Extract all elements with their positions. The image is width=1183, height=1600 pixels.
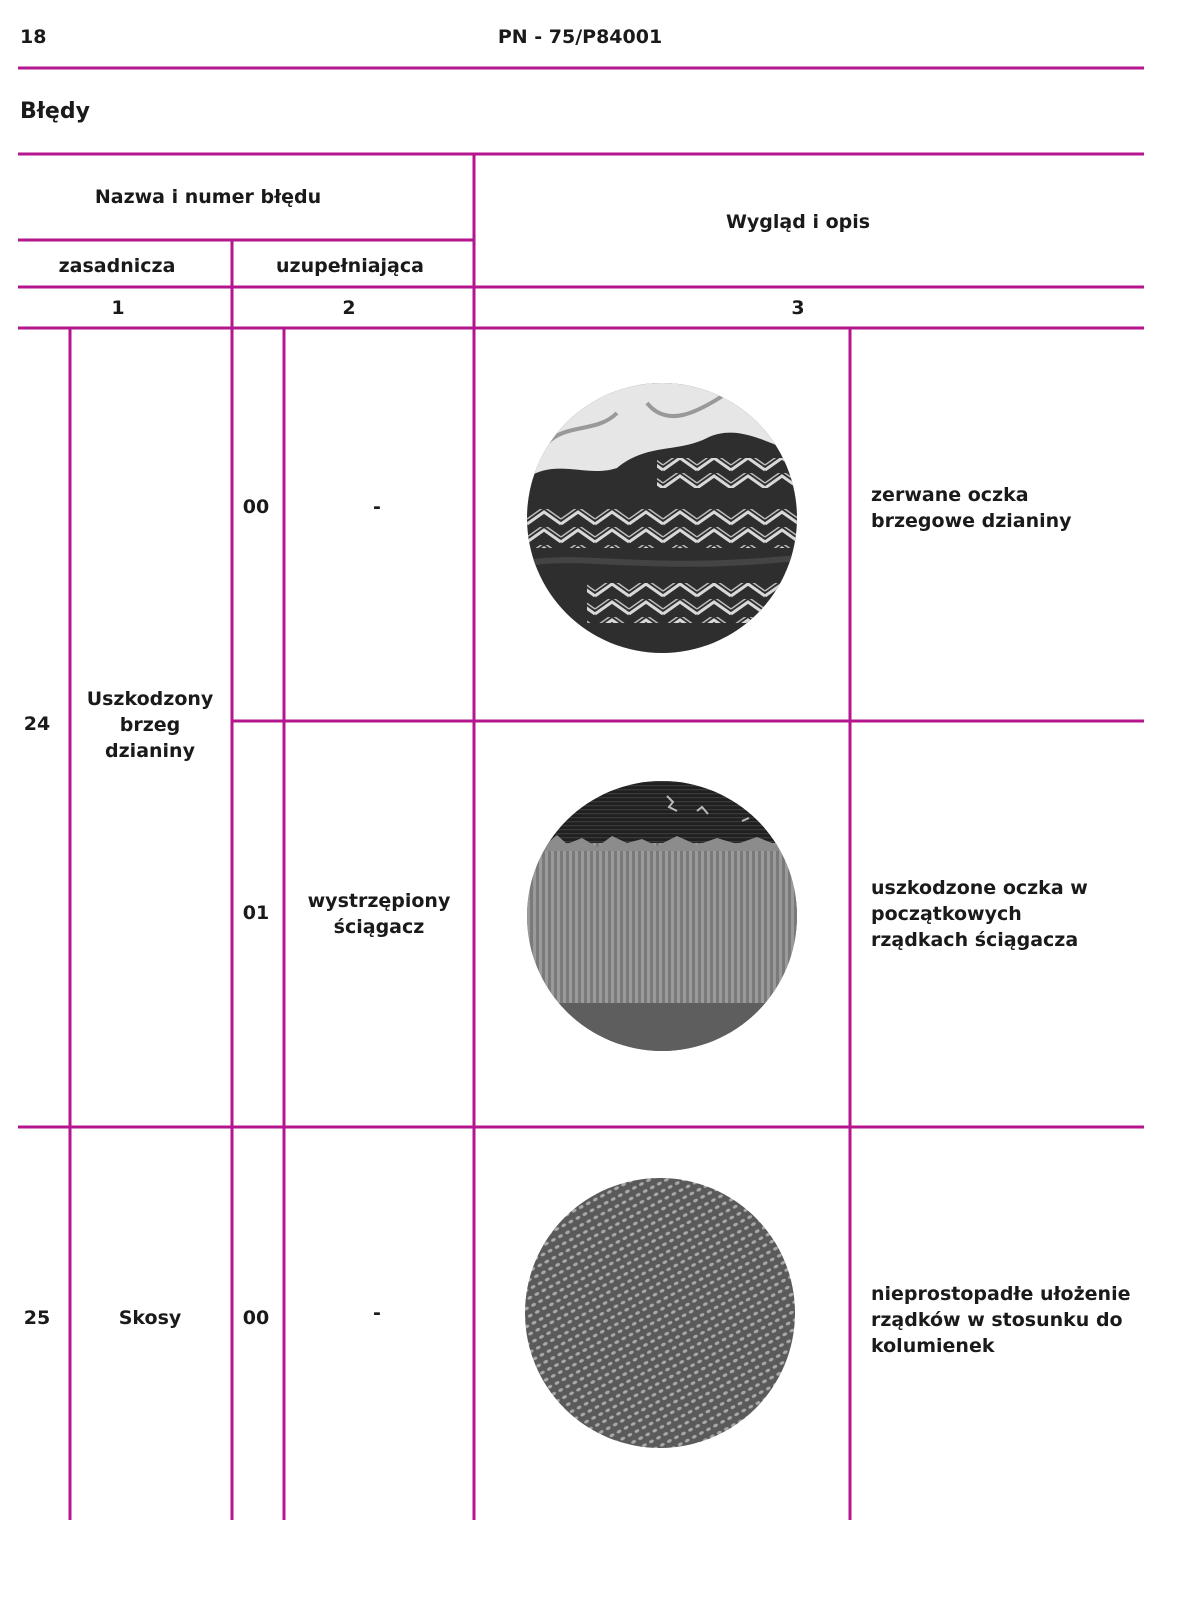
header-col1: 1 <box>111 297 125 319</box>
knit-zigzag-photo <box>527 383 797 653</box>
section-title: Błędy <box>20 99 90 124</box>
row24-name: Uszkodzony brzeg dzianiny <box>86 688 214 762</box>
row24-sub01-name: wystrzępiony ściągacz <box>307 890 451 938</box>
row24-sub01-description: uszkodzone oczka w początkowych rządkach ściągacza <box>871 877 1088 951</box>
row24-number: 24 <box>23 713 51 735</box>
header-appearance: Wygląd i opis <box>725 211 871 233</box>
row25-sub00-description: nieprostopadłe ułożenie rządków w stosunku do kolumienek <box>871 1283 1131 1357</box>
knit-rib-photo <box>527 781 797 1051</box>
row24-sub00-name: - <box>373 496 381 518</box>
row24-sub00-code: 00 <box>242 496 270 518</box>
header-supplementary: uzupełniająca <box>276 255 424 277</box>
row24-sub00-description: zerwane oczka brzegowe dzianiny <box>871 484 1072 532</box>
header-name-and-number: Nazwa i numer błędu <box>94 186 322 208</box>
row25-sub00-name: - <box>373 1302 381 1324</box>
header-primary: zasadnicza <box>58 255 176 277</box>
knit-skew-photo <box>525 1178 795 1448</box>
header-col3: 3 <box>791 297 805 319</box>
row24-sub01-code: 01 <box>242 902 270 924</box>
header-col2: 2 <box>342 297 356 319</box>
page-number: 18 <box>20 26 47 48</box>
row25-sub00-code: 00 <box>242 1307 270 1329</box>
standard-id: PN - 75/P84001 <box>497 26 663 48</box>
row25-name: Skosy <box>118 1307 182 1329</box>
row25-number: 25 <box>23 1307 51 1329</box>
